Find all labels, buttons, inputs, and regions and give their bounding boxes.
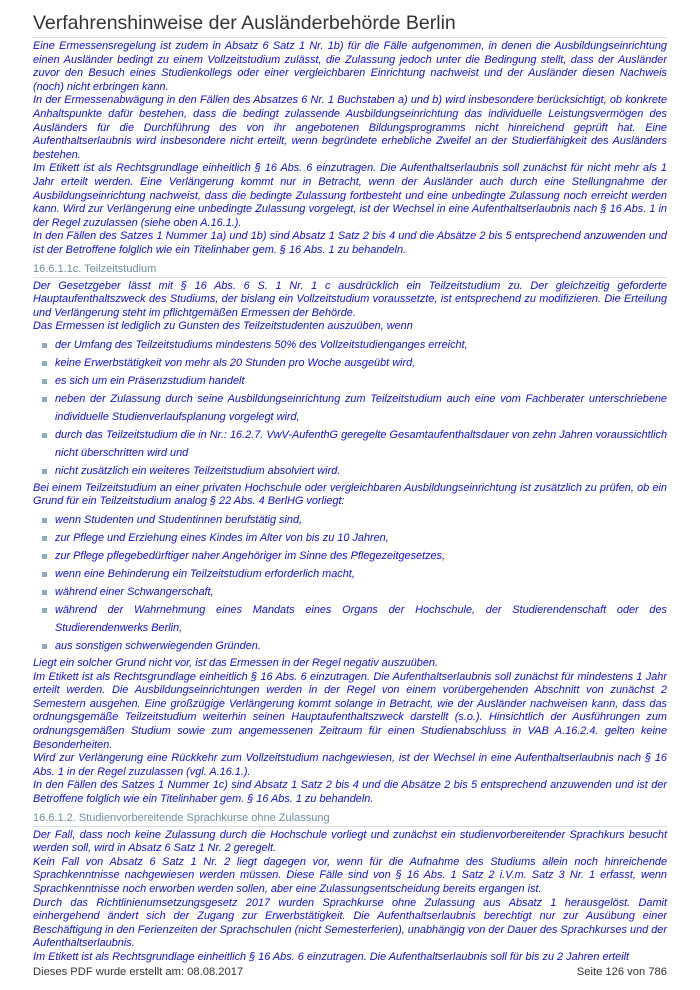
list-item: zur Pflege und Erziehung eines Kindes im Alter von bis zu 10 Jahren,: [42, 529, 667, 547]
reason-list: [33, 511, 667, 655]
page-title: Verfahrenshinweise der Ausländerbehörde Berlin: [33, 12, 667, 38]
section-heading-teilzeitstudium: 16.6.1.1c. Teilzeitstudium: [33, 262, 667, 278]
list-item: nicht zusätzlich ein weiteres Teilzeitstudium absolviert wird.: [42, 462, 667, 480]
paragraph: Das Ermessen ist lediglich zu Gunsten des Teilzeitstudenten auszuüben, wenn: [33, 320, 413, 333]
document-body: [33, 40, 667, 965]
list-item: während der Wahrnehmung eines Mandats eines Organs der Hochschule, der Studierendenschaft oder des Studierendenwerks Berlin,: [42, 601, 667, 637]
paragraph: Wird zur Verlängerung eine Rückkehr zum Vollzeitstudium nachgewiesen, ist der Wechsel in eine Aufenthaltserlaubnis nach § 16 Abs. 1 in der Regel zuzulassen (vgl. A.16.1.).: [33, 752, 667, 778]
bullet-icon: [42, 518, 47, 523]
paragraph: Bei einem Teilzeitstudium an einer privaten Hochschule oder vergleichbaren Ausbildungseinrichtung ist zusätzlich zu prüfen, ob ein Grund für ein Teilzeitstudium analog § 22 Abs. 4 BerlHG vorliegt:: [33, 481, 667, 508]
paragraph: Im Etikett ist als Rechtsgrundlage einheitlich § 16 Abs. 6 einzutragen. Die Aufenthaltserlaubnis soll für bis zu 2 Jahren erteilt: [33, 950, 630, 963]
list-item: aus sonstigen schwerwiegenden Gründen.: [42, 637, 667, 655]
paragraph: Kein Fall von Absatz 6 Satz 1 Nr. 2 liegt dagegen vor, wenn für die Aufnahme des Studiums allein noch hinreichende Sprachkenntnisse nachgewiesen werden müssen. Diese Fälle sind von § 16 Abs. 1 Satz 2 i.V.m. Satz 3 Nr. 1 erfasst, wenn Sprachkenntnisse noch erworben werden sollen, aber eine Zulassungsentscheidung bereits ergangen ist.: [33, 855, 667, 895]
bullet-icon: [42, 590, 47, 595]
bullet-icon: [42, 608, 47, 613]
list-item: durch das Teilzeitstudium die in Nr.: 16.2.7. VwV-AufenthG geregelte Gesamtaufenthaltsdauer von zehn Jahren voraussichtlich nicht überschritten wird und: [42, 426, 667, 462]
paragraph: In den Fällen des Satzes 1 Nummer 1a) und 1b) sind Absatz 1 Satz 2 bis 4 und die Absätze 2 bis 5 entsprechend anzuwenden und ist der Betroffene folglich wie ein Titelinhaber gem. § 16 Abs. 1 zu behandeln.: [33, 230, 667, 256]
paragraph: Durch das Richtlinienumsetzungsgesetz 2017 wurden Sprachkurse ohne Zulassung aus Absatz 1 herausgelöst. Damit einhergehend ändert sich der Zugang zur Erwerbstätigkeit. Die Aufenthaltserlaubnis berechtigt nur zur Ausübung einer Beschäftigung in den Ferienzeiten der Sprachschulen (nicht Semesterferien), unabhängig von der Dauer des Sprachkurses und der Aufenthaltserlaubnis.: [33, 896, 667, 950]
list-item: wenn Studenten und Studentinnen berufstätig sind,: [42, 511, 667, 529]
creation-date: Dieses PDF wurde erstellt am: 08.08.2017: [33, 966, 244, 978]
paragraph: Eine Ermessensregelung ist zudem in Absatz 6 Satz 1 Nr. 1b) für die Fälle aufgenommen, in denen die Ausbildungseinrichtung einen Ausländer bedingt zu einem Vollzeitstudium zulässt, die Zulassung jedoch unter die Bedingung stellt, dass der Ausländer zuvor den Besuch eines Studienkollegs oder einer vergleichbaren Einrichtung nachweist und der Ausländer diesen Nachweis (noch) nicht erbringen kann.: [33, 40, 667, 93]
list-item: es sich um ein Präsenzstudium handelt: [42, 372, 667, 390]
list-item: zur Pflege pflegebedürftiger naher Angehöriger im Sinne des Pflegezeitgesetzes,: [42, 547, 667, 565]
paragraph: In den Fällen des Satzes 1 Nummer 1c) sind Absatz 1 Satz 2 bis 4 und die Absätze 2 bis 5 entsprechend anzuwenden und ist der Betroffene folglich wie ein Titelinhaber gem. § 16 Abs. 1 zu behandeln.: [33, 779, 667, 805]
bullet-icon: [42, 343, 47, 348]
bullet-icon: [42, 397, 47, 402]
bullet-icon: [42, 469, 47, 474]
bullet-icon: [42, 572, 47, 577]
list-item: keine Erwerbstätigkeit von mehr als 20 Stunden pro Woche ausgeübt wird,: [42, 354, 667, 372]
list-item: während einer Schwangerschaft,: [42, 583, 667, 601]
paragraph: Liegt ein solcher Grund nicht vor, ist das Ermessen in der Regel negativ auszuüben.: [33, 657, 438, 670]
paragraph: Im Etikett ist als Rechtsgrundlage einheitlich § 16 Abs. 6 einzutragen. Die Aufenthaltserlaubnis soll zunächst für nicht mehr als 1 Jahr erteilt werden. Eine Verlängerung kommt nur in Betracht, wenn der Ausländer auch durch eine Stellungnahme der Ausbildungseinrichtung nachweist, dass die bedingte Zulassung fortbesteht und eine unbedingte Zulassung noch erreicht werden kann. Wird zur Verlängerung eine unbedingte Zulassung vorgelegt, ist der Wechsel in eine Aufenthaltserlaubnis nach § 16 Abs. 1 in der Regel zuzulassen (siehe oben A.16.1.).: [33, 162, 667, 229]
bullet-icon: [42, 433, 47, 438]
page-number: Seite 126 von 786: [576, 966, 667, 978]
bullet-icon: [42, 536, 47, 541]
bullet-icon: [42, 554, 47, 559]
paragraph: Der Fall, dass noch keine Zulassung durch die Hochschule vorliegt und zunächst ein studienvorbereitender Sprachkurs besucht werden soll, wird in Absatz 6 Satz 1 Nr. 2 geregelt.: [33, 828, 667, 855]
bullet-icon: [42, 379, 47, 384]
list-item: wenn eine Behinderung ein Teilzeitstudium erforderlich macht,: [42, 565, 667, 583]
paragraph: In der Ermessenabwägung in den Fällen des Absatzes 6 Nr. 1 Buchstaben a) und b) wird insbesondere berücksichtigt, ob konkrete Anhaltspunkte dafür bestehen, dass die bedingt zulassende Ausbildungseinrichtung das individuelle Leistungsvermögen des Ausländers für die Durchführung des von ihr angebotenen Bildungsprogramms nicht hinreichend geprüft hat. Eine Aufenthaltserlaubnis wird insbesondere nicht erteilt, wenn begründete erhebliche Zweifel an der Studierfähigkeit des Ausländers bestehen.: [33, 94, 667, 161]
bullet-icon: [42, 361, 47, 366]
paragraph: Im Etikett ist als Rechtsgrundlage einheitlich § 16 Abs. 6 einzutragen. Die Aufenthaltserlaubnis soll zunächst für mindestens 1 Jahr erteilt werden. Die Ausbildungseinrichtungen werden in der Regel von einem vorübergehenden Abschnitt von zunächst 2 Semestern ausgehen. Eine großzügige Verlängerung kommt solange in Betracht, wie der Ausländer nachweisen kann, dass das ordnungsgemäße Teilzeitstudium weiterhin seinen Hauptaufenthaltszweck darstellt (s.o.). Hinsichtlich der Ausführungen zum ordnungsgemäßen Studium sowie zum angemessenen Zeitraum für einen Studienabschluss in VAB A.16.2.4. gelten keine Besonderheiten.: [33, 670, 667, 751]
condition-list: [33, 336, 667, 480]
paragraph: Der Gesetzgeber lässt mit § 16 Abs. 6 S. 1 Nr. 1 c ausdrücklich ein Teilzeitstudium zu. Der gleichzeitig geforderte Hauptaufenthaltszweck des Studiums, der bislang ein Vollzeitstudium voraussetzte, ist entsprechend zu modifizieren. Die Erteilung und Verlängerung steht im pflichtgemäßen Ermessen der Behörde.: [33, 279, 667, 319]
list-item: der Umfang des Teilzeitstudiums mindestens 50% des Vollzeitstudienganges erreicht,: [42, 336, 667, 354]
section-heading-sprachkurse: 16.6.1.2. Studienvorbereitende Sprachkurse ohne Zulassung: [33, 811, 667, 827]
bullet-icon: [42, 644, 47, 649]
list-item: neben der Zulassung durch seine Ausbildungseinrichtung zum Teilzeitstudium auch eine vom Fachberater unterschriebene individuelle Studienverlaufsplanung vorgelegt wird,: [42, 390, 667, 426]
